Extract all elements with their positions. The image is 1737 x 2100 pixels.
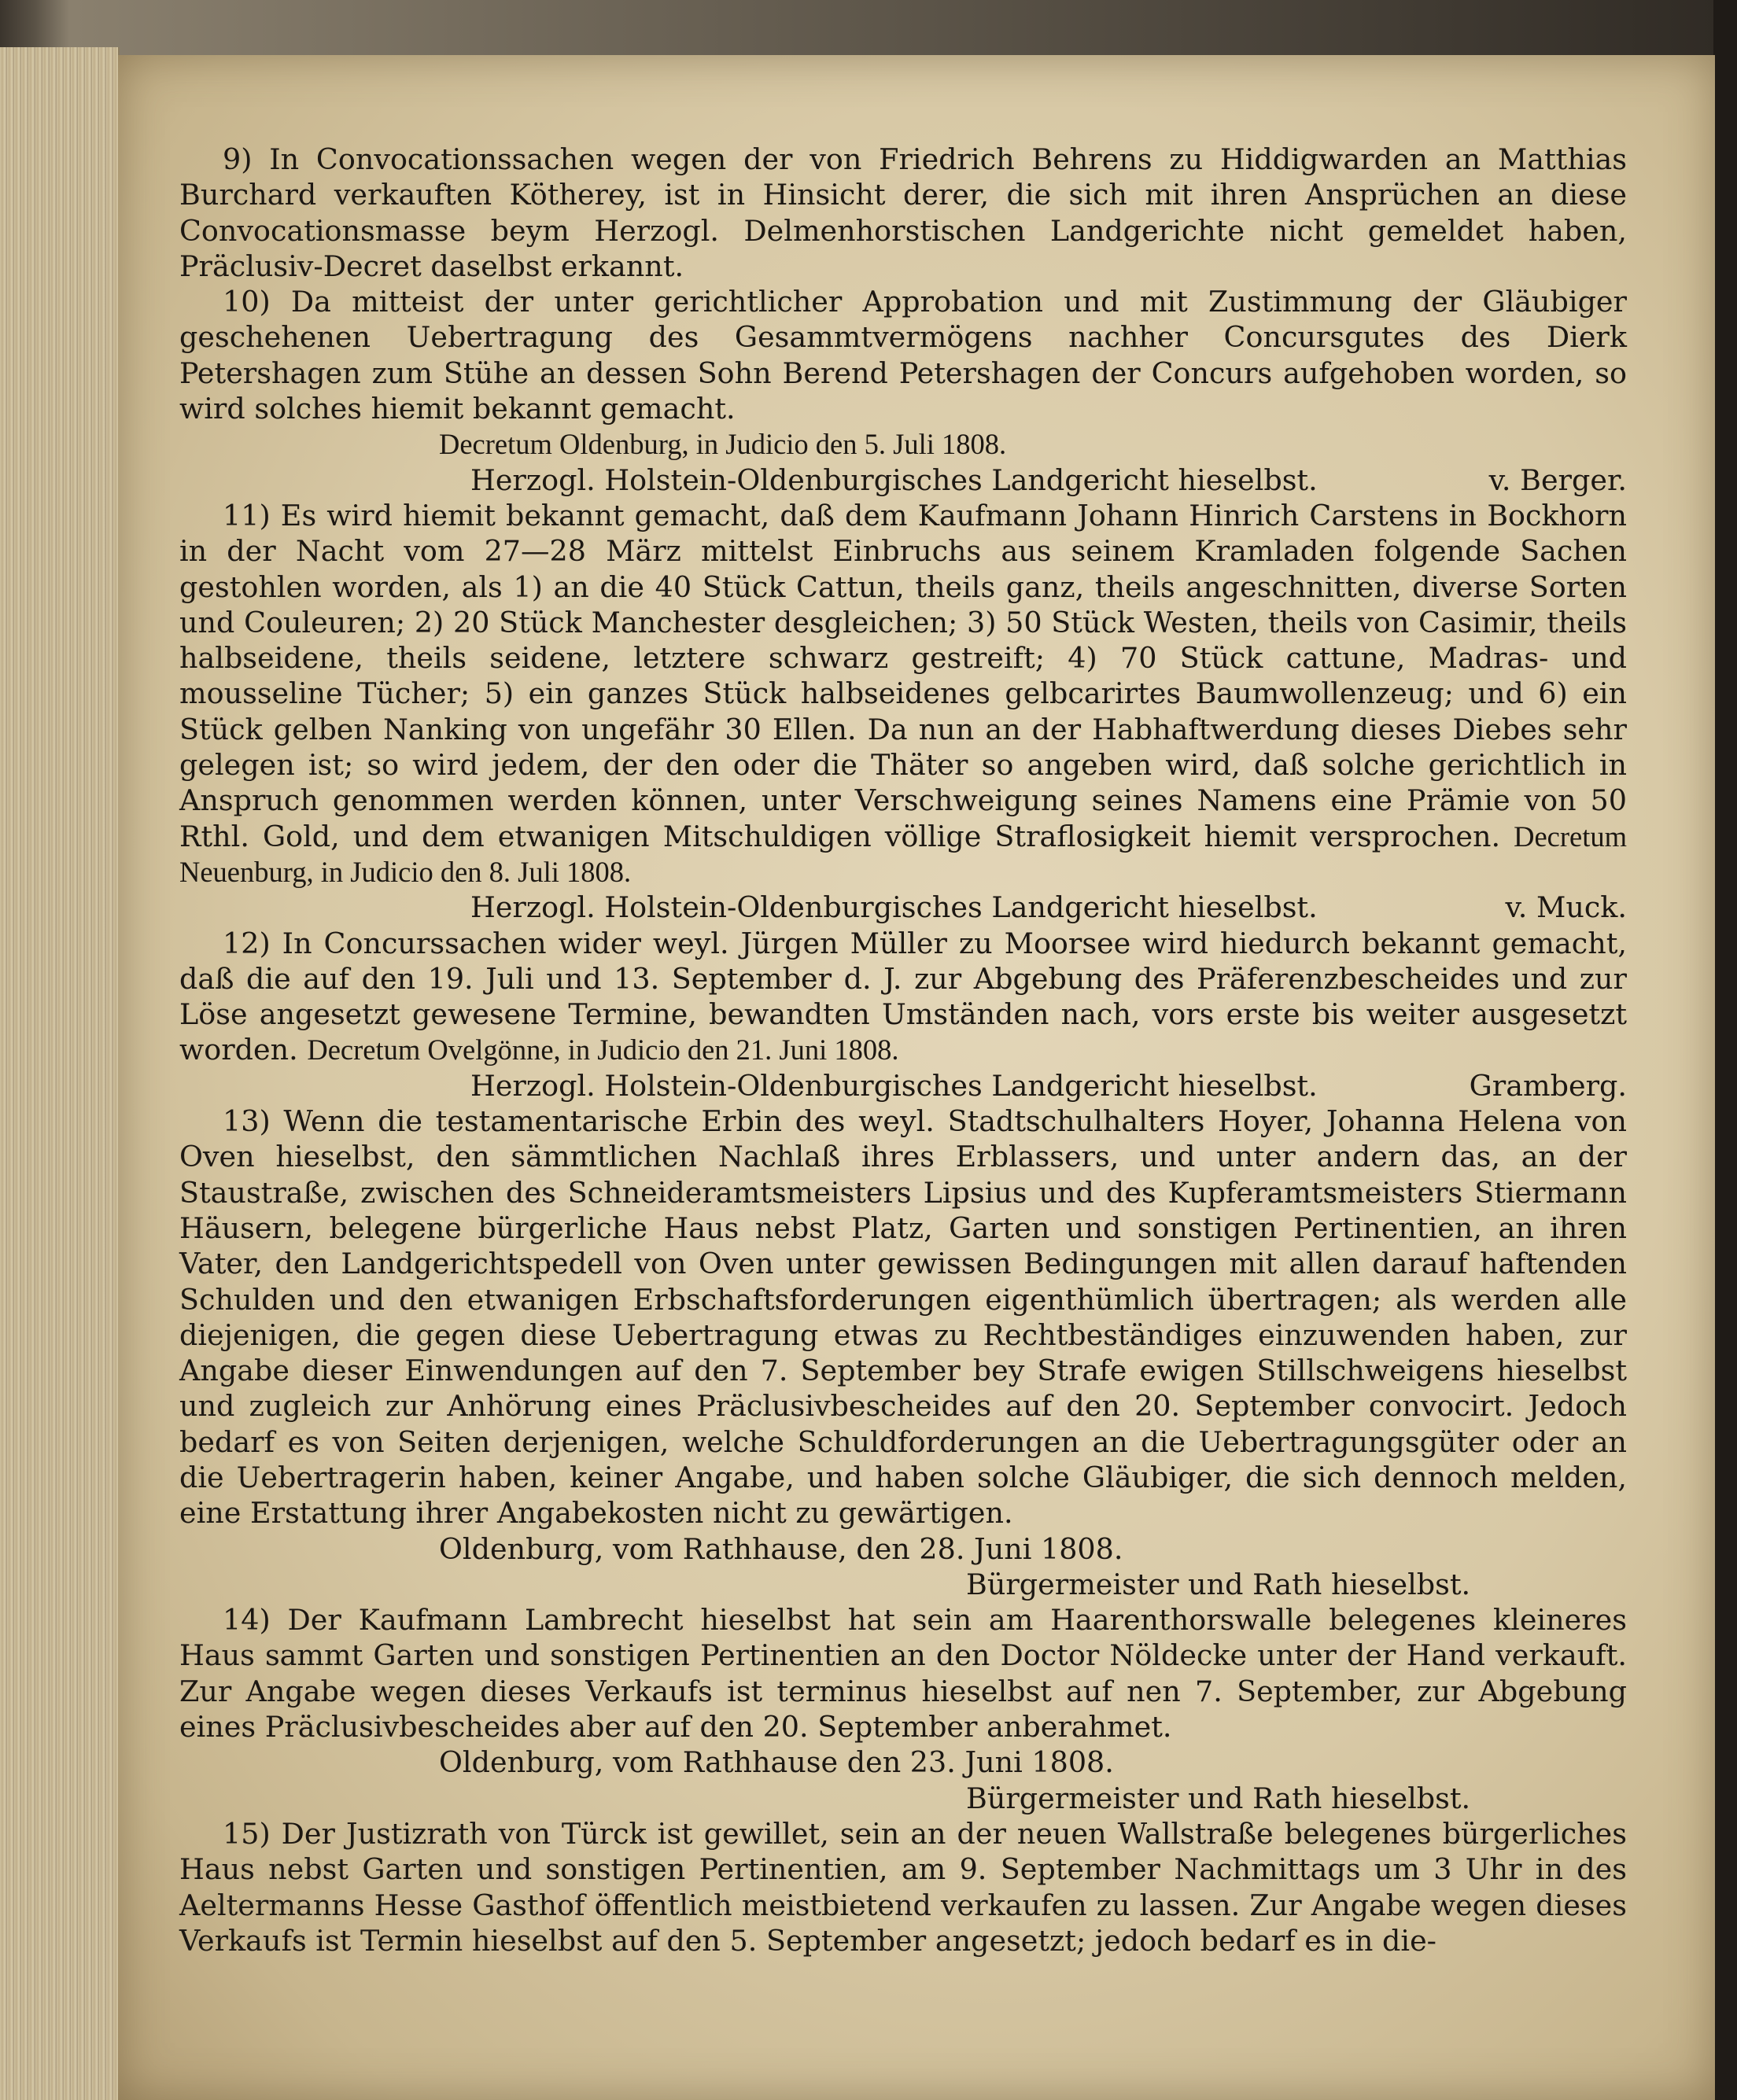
notice-11 — [179, 498, 1627, 890]
court-signature-10: Herzogl. Holstein-Oldenburgisches Landgericht hieselbst. — [470, 462, 1318, 497]
decree-11: Decretum Neuenburg, in Judicio den 8. Juli 1808. — [179, 820, 1627, 888]
notice-12-text: 12) In Concurssachen wider weyl. Jürgen Müller zu Moorsee wird hiedurch bekannt gemacht, daß die auf den 19. Juli und 13. September d. J. zur Abgebung des Präferenzbescheides und zur Löse angesetzt gewesene Termine, bewandten Umständen nach, vors erste bis weiter ausgesetzt worden. — [179, 926, 1627, 1067]
court-signature-11: Herzogl. Holstein-Oldenburgisches Landgericht hieselbst. — [470, 890, 1318, 925]
notice-9: 9) In Convocationssachen wegen der von Friedrich Behrens zu Hiddigwarden an Matthias Burchard verkauften Kötherey, ist in Hinsicht derer, die sich mit ihren Ansprüchen an diese Convocationsmasse beym Herzogl. Delmenhorstischen Landgerichte nicht gemeldet haben, Präclusiv-Decret daselbst erkannt. — [179, 142, 1627, 283]
judge-name-10: v. Berger. — [1488, 462, 1627, 497]
council-signature-14: Bürgermeister und Rath hieselbst. — [966, 1781, 1471, 1815]
signature-line-12 — [179, 1068, 1627, 1103]
decree-10: Decretum Oldenburg, in Judicio den 5. Juli 1808. — [439, 428, 1007, 461]
judge-name-11: v. Muck. — [1505, 890, 1627, 925]
place-date-14: Oldenburg, vom Rathhause den 23. Juni 1808. — [439, 1745, 1114, 1780]
notice-10: 10) Da mitteist der unter gerichtlicher Approbation und mit Zustimmung der Gläubiger geschehenen Uebertragung des Gesammtvermögens nachher Concursgutes des Dierk Petershagen zum Stühe an dessen Sohn Berend Petershagen der Concurs aufgehoben worden, so wird solches hiemit bekannt gemacht. — [179, 285, 1627, 426]
place-date-13: Oldenburg, vom Rathhause, den 28. Juni 1808. — [439, 1531, 1123, 1566]
council-signature-13: Bürgermeister und Rath hieselbst. — [966, 1567, 1471, 1601]
judge-name-12: Gramberg. — [1469, 1068, 1627, 1103]
page-fore-edge — [0, 47, 120, 2100]
document-text — [179, 142, 1627, 1958]
signature-line-11 — [179, 890, 1627, 925]
decree-12: Decretum Ovelgönne, in Judicio den 21. Juni 1808. — [307, 1033, 899, 1067]
notice-13: 13) Wenn die testamentarische Erbin des weyl. Stadtschulhalters Hoyer, Johanna Helena von Oven hieselbst, den sämmtlichen Nachlaß ihres Erblassers, und unter andern das, an der Staustraße, zwischen des Schneideramtsmeisters Lipsius und des Kupferamtsmeisters Stiermann Häusern, belegene bürgerliche Haus nebst Platz, Garten und sonstigen Pertinentien, an ihren Vater, den Landgerichtspedell von Oven unter gewissen Bedingungen mit allen darauf haftenden Schulden und den etwanigen Erbschaftsforderungen eigenthümlich übertragen; als werden alle diejenigen, die gegen diese Uebertragung etwas zu Rechtbeständiges einzuwenden haben, zur Angabe dieser Einwendungen auf den 7. September bey Strafe ewigen Stillschweigens hieselbst und zugleich zur Anhörung eines Präclusivbescheides auf den 20. September convocirt. Jedoch bedarf es von Seiten derjenigen, welche Schuldforderungen an die Uebertragungsgüter oder an die Uebertragerin haben, keiner Angabe, und haben solche Gläubiger, die sich dennoch melden, eine Erstattung ihrer Angabekosten nicht zu gewärtigen. — [179, 1104, 1627, 1531]
signature-line-10 — [179, 462, 1627, 498]
notice-12 — [179, 926, 1627, 1068]
notice-11-text: 11) Es wird hiemit bekannt gemacht, daß dem Kaufmann Johann Hinrich Carstens in Bockhorn in der Nacht vom 27—28 März mittelst Einbruchs aus seinem Kramladen folgende Sachen gestohlen worden, als 1) an die 40 Stück Cattun, theils ganz, theils angeschnitten, diverse Sorten und Couleuren; 2) 20 Stück Manchester desgleichen; 3) 50 Stück Westen, theils von Casimir, theils halbseidene, theils seidene, letztere schwarz gestreift; 4) 70 Stück cattune, Madras- und mousseline Tücher; 5) ein ganzes Stück halbseidenes gelbcarirtes Baumwollenzeug; und 6) ein Stück gelben Nanking von ungefähr 30 Ellen. Da nun an der Habhaftwerdung dieses Diebes sehr gelegen ist; so wird jedem, der den oder die Thäter so angeben wird, daß solche gerichtlich in Anspruch genommen werden können, unter Verschweigung seines Namens eine Prämie von 50 Rthl. Gold, und dem etwanigen Mitschuldigen völlige Straflosigkeit hiemit versprochen. — [179, 498, 1627, 853]
notice-14: 14) Der Kaufmann Lambrecht hieselbst hat sein am Haarenthorswalle belegenes kleineres Haus sammt Garten und sonstigen Pertinentien an den Doctor Nöldecke unter der Hand verkauft. Zur Angabe wegen dieses Verkaufs ist terminus hieselbst auf nen 7. September, zur Abgebung eines Präclusivbescheides aber auf den 20. September anberahmet. — [179, 1603, 1627, 1744]
notice-15: 15) Der Justizrath von Türck ist gewillet, sein an der neuen Wallstraße belegenes bürgerliches Haus nebst Garten und sonstigen Pertinentien, am 9. September Nachmittags um 3 Uhr in des Aeltermanns Hesse Gasthof öffentlich meistbietend verkaufen zu lassen. Zur Angabe wegen dieses Verkaufs ist Termin hieselbst auf den 5. September angesetzt; jedoch bedarf es in die- — [179, 1816, 1627, 1958]
court-signature-12: Herzogl. Holstein-Oldenburgisches Landgericht hieselbst. — [470, 1068, 1318, 1103]
scan-margin — [1713, 0, 1737, 2100]
